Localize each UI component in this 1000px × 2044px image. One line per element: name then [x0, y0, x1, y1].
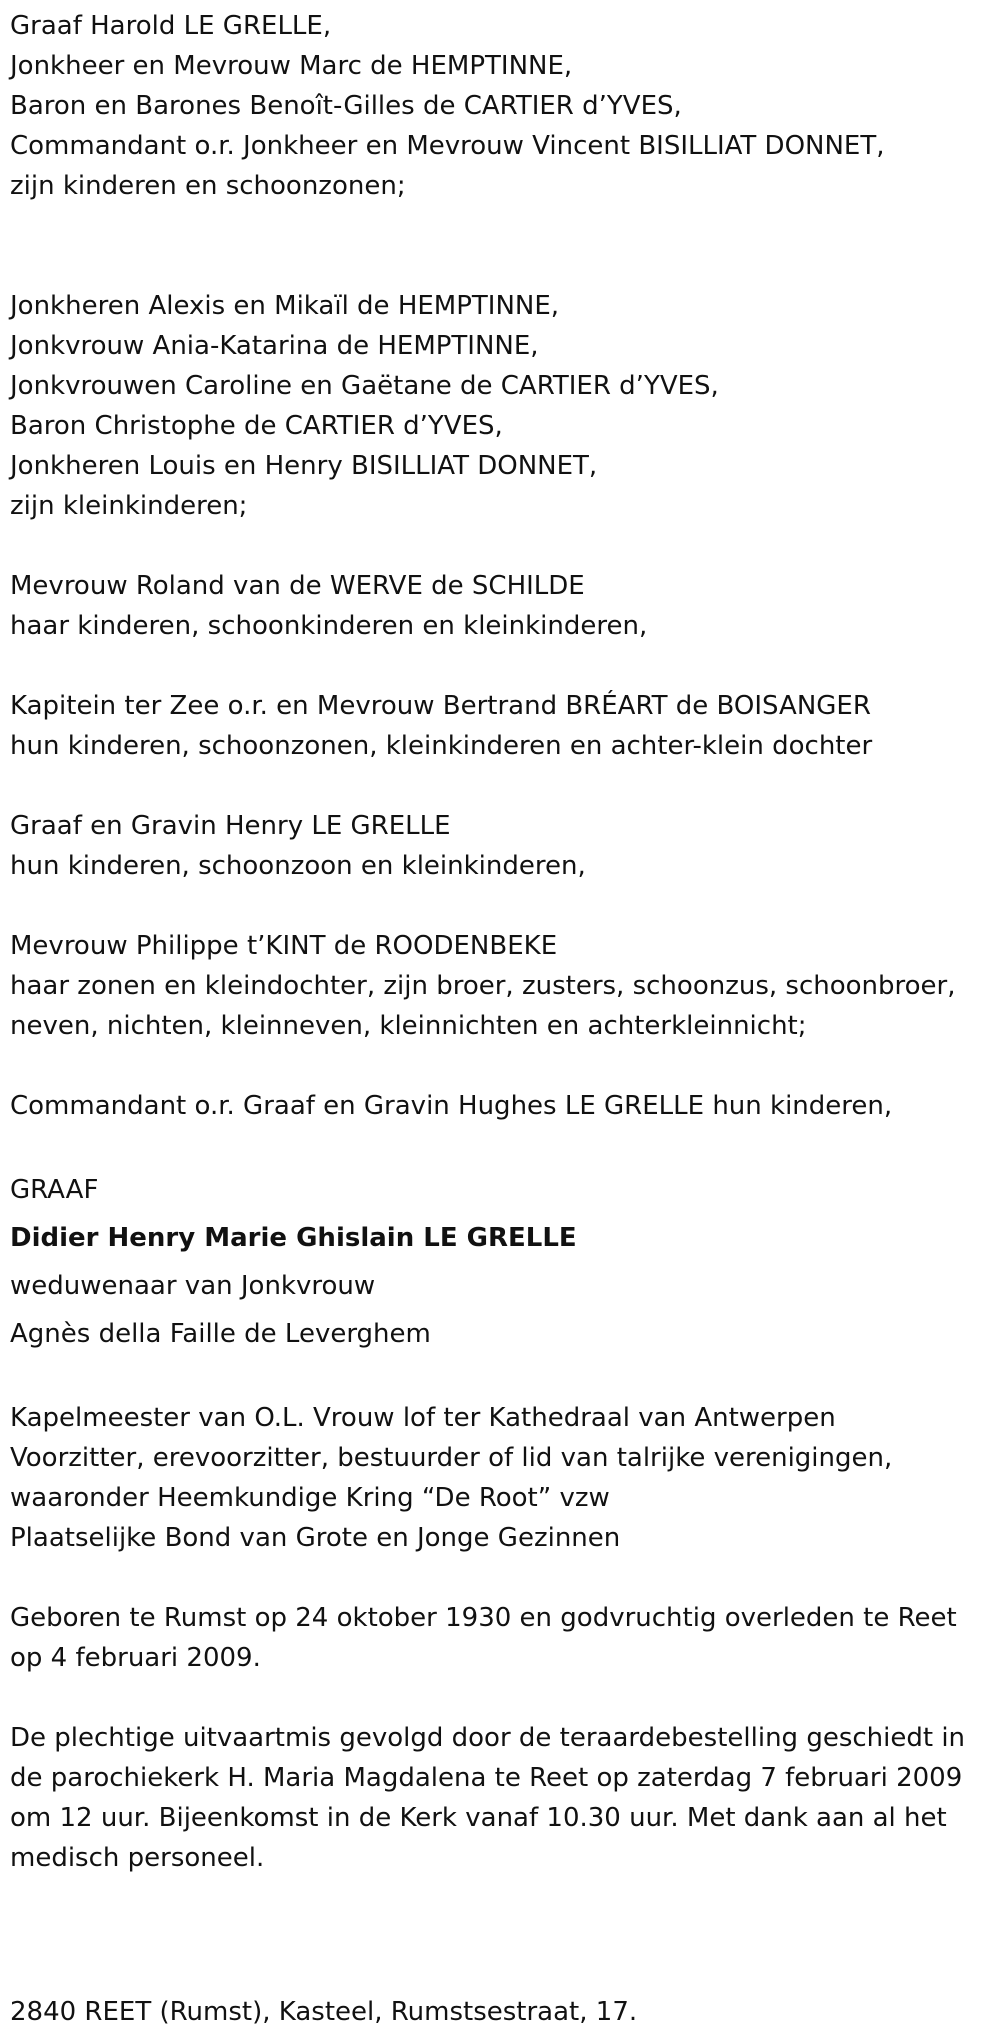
deceased-section: [10, 1166, 995, 1358]
deceased-name: Didier Henry Marie Ghislain LE GRELLE: [10, 1223, 577, 1253]
role-line: Voorzitter, erevoorzitter, bestuurder of lid van talrijke verenigingen,: [10, 1443, 893, 1473]
children-list: [10, 6, 995, 206]
address-text: 2840 REET (Rumst), Kasteel, Rumstsestraat, 17.: [10, 1997, 638, 2027]
family-line: Kapitein ter Zee o.r. en Mevrouw Bertrand BRÉART de BOISANGER: [10, 691, 871, 721]
deceased-spouse: Agnès della Faille de Leverghem: [10, 1319, 431, 1349]
family-line: hun kinderen, schoonzoon en kleinkinderen,: [10, 851, 586, 881]
deceased-title: GRAAF: [10, 1175, 99, 1205]
grandchild-line: Jonkvrouw Ania-Katarina de HEMPTINNE,: [10, 331, 539, 361]
death-notice: [10, 6, 995, 1878]
family-line: haar kinderen, schoonkinderen en kleinkinderen,: [10, 611, 648, 641]
family-line: Mevrouw Philippe t’KINT de ROODENBEKE: [10, 931, 558, 961]
grandchild-line: zijn kleinkinderen;: [10, 491, 248, 521]
deceased-relation: weduwenaar van Jonkvrouw: [10, 1271, 376, 1301]
family-group: [10, 686, 995, 766]
role-line: Kapelmeester van O.L. Vrouw lof ter Kathedraal van Antwerpen: [10, 1403, 836, 1433]
child-line: Commandant o.r. Jonkheer en Mevrouw Vincent BISILLIAT DONNET,: [10, 131, 885, 161]
family-line: Mevrouw Roland van de WERVE de SCHILDE: [10, 571, 585, 601]
grandchild-line: Jonkheren Alexis en Mikaïl de HEMPTINNE,: [10, 291, 560, 321]
family-line: hun kinderen, schoonzonen, kleinkinderen en achter-klein dochter: [10, 731, 873, 761]
family-line: haar zonen en kleindochter, zijn broer, zusters, schoonzus, schoonbroer,: [10, 971, 956, 1001]
roles-list: [10, 1398, 995, 1558]
family-group: [10, 806, 995, 886]
child-line: Graaf Harold LE GRELLE,: [10, 11, 332, 41]
grandchild-line: Jonkheren Louis en Henry BISILLIAT DONNET,: [10, 451, 598, 481]
funeral-text: De plechtige uitvaartmis gevolgd door de teraardebestelling geschiedt in de parochiekerk H. Maria Magdalena te Reet op zaterdag 7 februari 2009 om 12 uur. Bijeenkomst in de Kerk vanaf 10.30 uur. Met dank aan al het medisch personeel.: [10, 1723, 966, 1873]
grandchild-line: Baron Christophe de CARTIER d’YVES,: [10, 411, 503, 441]
grandchild-line: Jonkvrouwen Caroline en Gaëtane de CARTIER d’YVES,: [10, 371, 719, 401]
family-group: [10, 1086, 995, 1126]
family-group: [10, 926, 995, 1046]
role-line: Plaatselijke Bond van Grote en Jonge Gezinnen: [10, 1523, 621, 1553]
family-line: Commandant o.r. Graaf en Gravin Hughes LE GRELLE hun kinderen,: [10, 1091, 893, 1121]
child-line: Baron en Barones Benoît-Gilles de CARTIER d’YVES,: [10, 91, 682, 121]
family-line: neven, nichten, kleinneven, kleinnichten en achterkleinnicht;: [10, 1011, 807, 1041]
role-line: waaronder Heemkundige Kring “De Root” vzw: [10, 1483, 610, 1513]
family-group: [10, 566, 995, 646]
child-line: zijn kinderen en schoonzonen;: [10, 171, 406, 201]
grandchildren-list: [10, 286, 995, 526]
birth-death-text: Geboren te Rumst op 24 oktober 1930 en godvruchtig overleden te Reet op 4 februari 2009.: [10, 1603, 957, 1673]
child-line: Jonkheer en Mevrouw Marc de HEMPTINNE,: [10, 51, 573, 81]
family-line: Graaf en Gravin Henry LE GRELLE: [10, 811, 451, 841]
